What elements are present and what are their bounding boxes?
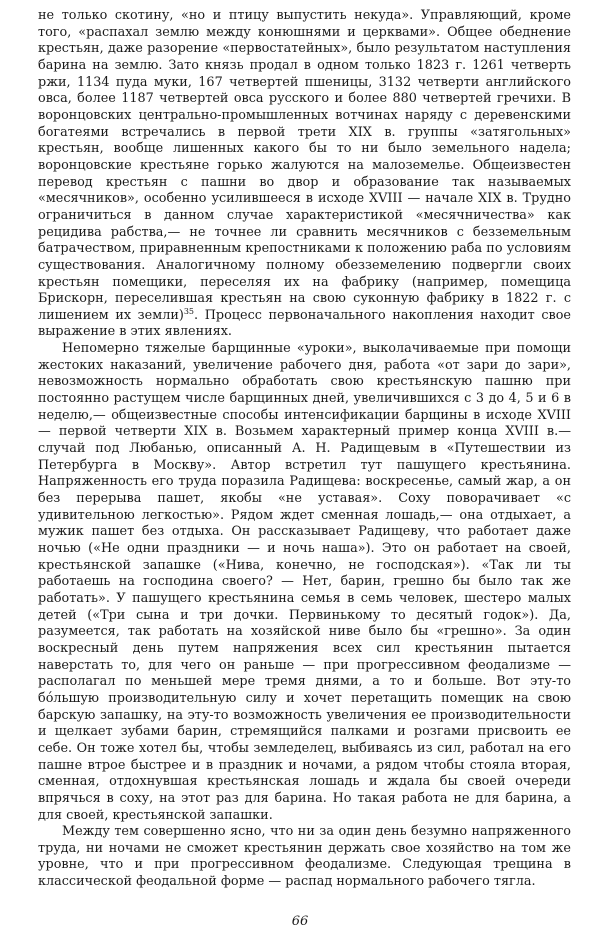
footnote-marker: 35	[183, 306, 195, 316]
page-number: 66	[291, 914, 309, 929]
paragraph-1-text-end: . Процесс первоначального накопления находит свое выражение в этих явлениях.	[38, 307, 571, 340]
paragraph-3: Между тем совершенно ясно, что ни за один день безумно напряженного труда, ни ночами не сможет крестьянин держать свое хозяйство на том же уровне, что и при прогрессивном феодализме. Следующая трещина в классической феодальной форме — распад нормального рабочего тягла.	[38, 824, 571, 890]
book-page	[38, 8, 571, 908]
paragraph-1-text: не только скотину, «но и птицу выпустить некуда». Управляющий, кроме того, «распахал землю между конюшнями и церквами». Общее обеднение крестьян, даже разорение «первостатейных», было результатом наступления барина на землю. Зато князь продал в одном только 1823 г. 1261 четверть ржи, 1134 пуда муки, 167 четвертей пшеницы, 3132 четверти английского овса, более 1187 четвертей овса русского и более 880 четвертей гречихи. В воронцовских центрально-промышленных вотчинах наряду с деревенскими богатеями встречались в первой трети XIX в. группы «затягольных» крестьян, вообще лишенных какого бы то ни было земельного надела; воронцовские крестьяне горько жалуются на малоземелье. Общеизвестен перевод крестьян с пашни во двор и образование так называемых «месячников», особенно усилившееся в исходе XVIII — начале XIX в. Трудно ограничиться в данном случае характеристикой «месячничества» как рецидива рабства,— не точнее ли сравнить месячников с безземельным батрачеством, приравненным крепостниками к положению раба по условиям существования. Аналогичному полному обезземелению подвергли своих крестьян помещики, переселяя их на фабрику (например, помещица Брискорн, переселившая крестьян на свою суконную фабрику в 1822 г. с лишением их земли)	[38, 8, 571, 323]
paragraph-1	[38, 8, 571, 341]
paragraph-2: Непомерно тяжелые барщинные «уроки», выколачиваемые при помощи жестоких наказаний, увеличение рабочего дня, работа «от зари до зари», невозможность нормально обработать свою крестьянскую пашню при постоянно растущем числе барщинных дней, увеличившихся с 3 до 4, 5 и 6 в неделю,— общеизвестные способы интенсификации барщины в исходе XVIII — первой четверти XIX в. Возьмем характерный пример конца XVIII в.— случай под Любанью, описанный А. Н. Радищевым в «Путешествии из Петербурга в Москву». Автор встретил тут пашущего крестьянина. Напряженность его труда поразила Радищева: воскресенье, самый жар, а он без перерыва пашет, якобы «не уставая». Соху поворачивает «с удивительною легкостью». Рядом ждет сменная лошадь,— она отдыхает, а мужик пашет без отдыха. Он рассказывает Радищеву, что работает даже ночью («Не одни праздники — и ночь наша»). Это он работает на своей, крестьянской запашке («Нива, конечно, не господская»). «Так ли ты работаешь на господина своего? — Нет, барин, грешно бы было так же работать». У пашущего крестьянина семья в семь человек, шестеро малых детей («Три сына и три дочки. Первинькому то десятый годок»). Да, разумеется, так работать на хозяйской ниве было бы «грешно». За один воскресный день путем напряжения всех сил крестьянин пытается наверстать то, для чего он раньше — при прогрессивном феодализме — располагал по меньшей мере тремя днями, а то и больше. Вот эту-то бóльшую производительную силу и хочет перетащить помещик на свою барскую запашку, на эту-то возможность увеличения ее производительности и щелкает зубами барин, стремящийся палками и розгами присвоить ее себе. Он тоже хотел бы, чтобы земледелец, выбиваясь из сил, работал на его пашне втрое быстрее и в праздник и ночами, а рядом чтобы стояла вторая, сменная, отдохнувшая крестьянская лошадь и ждала бы своей очереди впрячься в соху, на этот раз для барина. Но такая работа не для барина, а для своей, крестьянской запашки.	[38, 341, 571, 823]
